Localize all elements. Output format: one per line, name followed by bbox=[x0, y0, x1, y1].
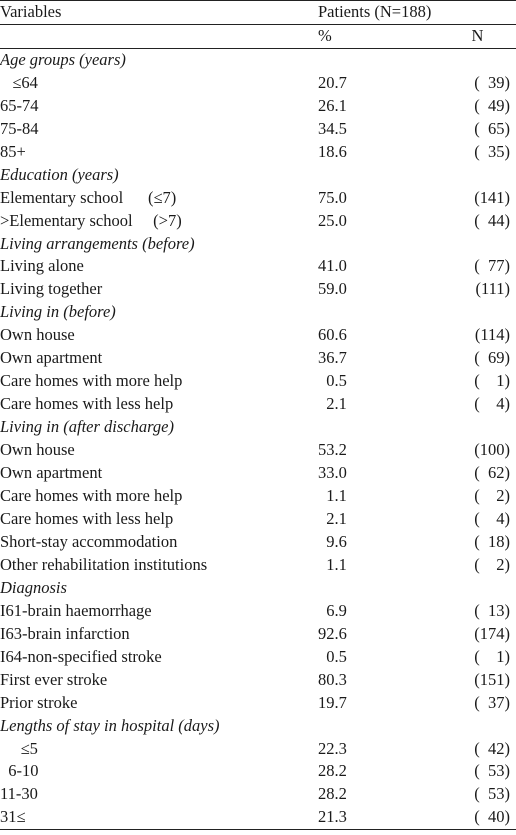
row-label: Own apartment bbox=[0, 348, 103, 368]
count-cell: ( 49) bbox=[474, 95, 510, 115]
row-label: 85+ bbox=[0, 141, 26, 161]
count-cell: (141) bbox=[474, 187, 510, 207]
count-cell: ( 18) bbox=[474, 531, 510, 551]
row-label: Living alone bbox=[0, 256, 84, 276]
section-label: Living in (before) bbox=[0, 302, 116, 322]
percent-cell: 0.5 bbox=[318, 371, 347, 391]
row-label: 31≤ bbox=[0, 806, 318, 829]
table-row bbox=[0, 95, 516, 118]
row-label: Living together bbox=[0, 279, 103, 299]
table-row bbox=[0, 600, 516, 623]
count-cell: (151) bbox=[474, 669, 510, 689]
percent-cell: 28.2 bbox=[318, 761, 347, 781]
row-label: 75-84 bbox=[0, 118, 39, 138]
row-label: 6-10 bbox=[0, 761, 39, 781]
percent-cell: 60.6 bbox=[318, 325, 347, 345]
section-row bbox=[0, 715, 516, 738]
count-cell: ( 4) bbox=[474, 508, 510, 528]
table-row bbox=[0, 347, 516, 370]
count-cell: ( 35) bbox=[474, 141, 510, 161]
percent-cell: 6.9 bbox=[318, 600, 347, 620]
percent-cell: 92.6 bbox=[318, 623, 347, 643]
section-row bbox=[0, 164, 516, 187]
percent-cell: 1.1 bbox=[318, 554, 347, 574]
table-row bbox=[0, 692, 516, 715]
percent-cell: 26.1 bbox=[318, 95, 347, 115]
row-label: >Elementary school (>7) bbox=[0, 210, 182, 230]
percent-cell: 80.3 bbox=[318, 669, 347, 689]
percent-cell: 1.1 bbox=[318, 486, 347, 506]
table-row bbox=[0, 187, 516, 210]
table-row bbox=[0, 760, 516, 783]
table-row bbox=[0, 669, 516, 692]
row-label: First ever stroke bbox=[0, 669, 108, 689]
count-cell: ( 2) bbox=[474, 486, 510, 506]
count-cell: ( 53) bbox=[474, 761, 510, 781]
row-label: Care homes with less help bbox=[0, 394, 174, 414]
table-row bbox=[0, 141, 516, 164]
percent-cell: 33.0 bbox=[318, 463, 347, 483]
percent-cell: 20.7 bbox=[318, 72, 347, 92]
table-row bbox=[0, 118, 516, 141]
count-cell: ( 4) bbox=[474, 394, 510, 414]
section-row bbox=[0, 577, 516, 600]
row-label: Short-stay accommodation bbox=[0, 531, 178, 551]
header-n: N bbox=[439, 24, 516, 48]
percent-cell: 28.2 bbox=[318, 784, 347, 804]
count-cell: ( 40) bbox=[439, 806, 516, 829]
row-label: I64-non-specified stroke bbox=[0, 646, 162, 666]
table-row bbox=[0, 646, 516, 669]
table-row bbox=[0, 439, 516, 462]
section-label: Living in (after discharge) bbox=[0, 417, 174, 437]
table-row bbox=[0, 393, 516, 416]
percent-cell: 34.5 bbox=[318, 118, 347, 138]
row-label: Care homes with less help bbox=[0, 508, 174, 528]
count-cell: (111) bbox=[475, 279, 510, 299]
percent-cell: 9.6 bbox=[318, 531, 347, 551]
percent-cell: 41.0 bbox=[318, 256, 347, 276]
section-row bbox=[0, 416, 516, 439]
percent-cell: 2.1 bbox=[318, 508, 347, 528]
table-row bbox=[0, 623, 516, 646]
row-label: ≤5 bbox=[0, 738, 38, 758]
count-cell: ( 1) bbox=[474, 646, 510, 666]
table-row bbox=[0, 255, 516, 278]
section-label: Lengths of stay in hospital (days) bbox=[0, 715, 220, 735]
percent-cell: 18.6 bbox=[318, 141, 347, 161]
table-row bbox=[0, 508, 516, 531]
table-row bbox=[0, 370, 516, 393]
row-label: ≤64 bbox=[0, 72, 38, 92]
row-label: Other rehabilitation institutions bbox=[0, 554, 208, 574]
section-row bbox=[0, 48, 516, 71]
section-label: Living arrangements (before) bbox=[0, 233, 195, 253]
percent-cell: 53.2 bbox=[318, 440, 347, 460]
row-label: 11-30 bbox=[0, 784, 38, 804]
percent-cell: 21.3 bbox=[318, 806, 439, 829]
header-percent: % bbox=[318, 24, 439, 48]
row-label: 65-74 bbox=[0, 95, 39, 115]
row-label: Care homes with more help bbox=[0, 371, 183, 391]
table-row bbox=[0, 72, 516, 95]
row-label: Own house bbox=[0, 325, 75, 345]
table-row bbox=[0, 783, 516, 806]
count-cell: ( 53) bbox=[474, 784, 510, 804]
percent-cell: 2.1 bbox=[318, 394, 347, 414]
count-cell: ( 13) bbox=[474, 600, 510, 620]
table-row bbox=[0, 462, 516, 485]
count-cell: (174) bbox=[474, 623, 510, 643]
row-label: Care homes with more help bbox=[0, 486, 183, 506]
row-label: Own apartment bbox=[0, 463, 103, 483]
table-row bbox=[0, 485, 516, 508]
row-label: I61-brain haemorrhage bbox=[0, 600, 152, 620]
table-row bbox=[0, 738, 516, 761]
table-row bbox=[0, 324, 516, 347]
percent-cell: 22.3 bbox=[318, 738, 347, 758]
section-label: Education (years) bbox=[0, 164, 119, 184]
percent-cell: 59.0 bbox=[318, 279, 347, 299]
row-label: Prior stroke bbox=[0, 692, 78, 712]
section-row bbox=[0, 301, 516, 324]
count-cell: (114) bbox=[474, 325, 510, 345]
header-row bbox=[0, 1, 516, 25]
count-cell: ( 39) bbox=[474, 72, 510, 92]
section-row bbox=[0, 233, 516, 256]
count-cell: ( 44) bbox=[474, 210, 510, 230]
row-label: I63-brain infarction bbox=[0, 623, 130, 643]
table-body bbox=[0, 48, 516, 829]
percent-cell: 19.7 bbox=[318, 692, 347, 712]
percent-cell: 75.0 bbox=[318, 187, 347, 207]
count-cell: ( 62) bbox=[474, 463, 510, 483]
percent-cell: 0.5 bbox=[318, 646, 347, 666]
table-row bbox=[0, 806, 516, 829]
count-cell: ( 42) bbox=[474, 738, 510, 758]
count-cell: ( 77) bbox=[474, 256, 510, 276]
subheader-row bbox=[0, 24, 516, 48]
table-row bbox=[0, 210, 516, 233]
count-cell: (100) bbox=[474, 440, 510, 460]
percent-cell: 25.0 bbox=[318, 210, 347, 230]
count-cell: ( 1) bbox=[474, 371, 510, 391]
section-label: Age groups (years) bbox=[0, 49, 126, 69]
section-label: Diagnosis bbox=[0, 577, 67, 597]
count-cell: ( 65) bbox=[474, 118, 510, 138]
header-patients: Patients (N=188) bbox=[318, 1, 516, 25]
table-row bbox=[0, 278, 516, 301]
row-label: Own house bbox=[0, 440, 75, 460]
count-cell: ( 37) bbox=[474, 692, 510, 712]
table-row bbox=[0, 554, 516, 577]
row-label: Elementary school (≤7) bbox=[0, 187, 177, 207]
header-variables: Variables bbox=[0, 1, 318, 25]
percent-cell: 36.7 bbox=[318, 348, 347, 368]
count-cell: ( 69) bbox=[474, 348, 510, 368]
table-row bbox=[0, 531, 516, 554]
count-cell: ( 2) bbox=[474, 554, 510, 574]
